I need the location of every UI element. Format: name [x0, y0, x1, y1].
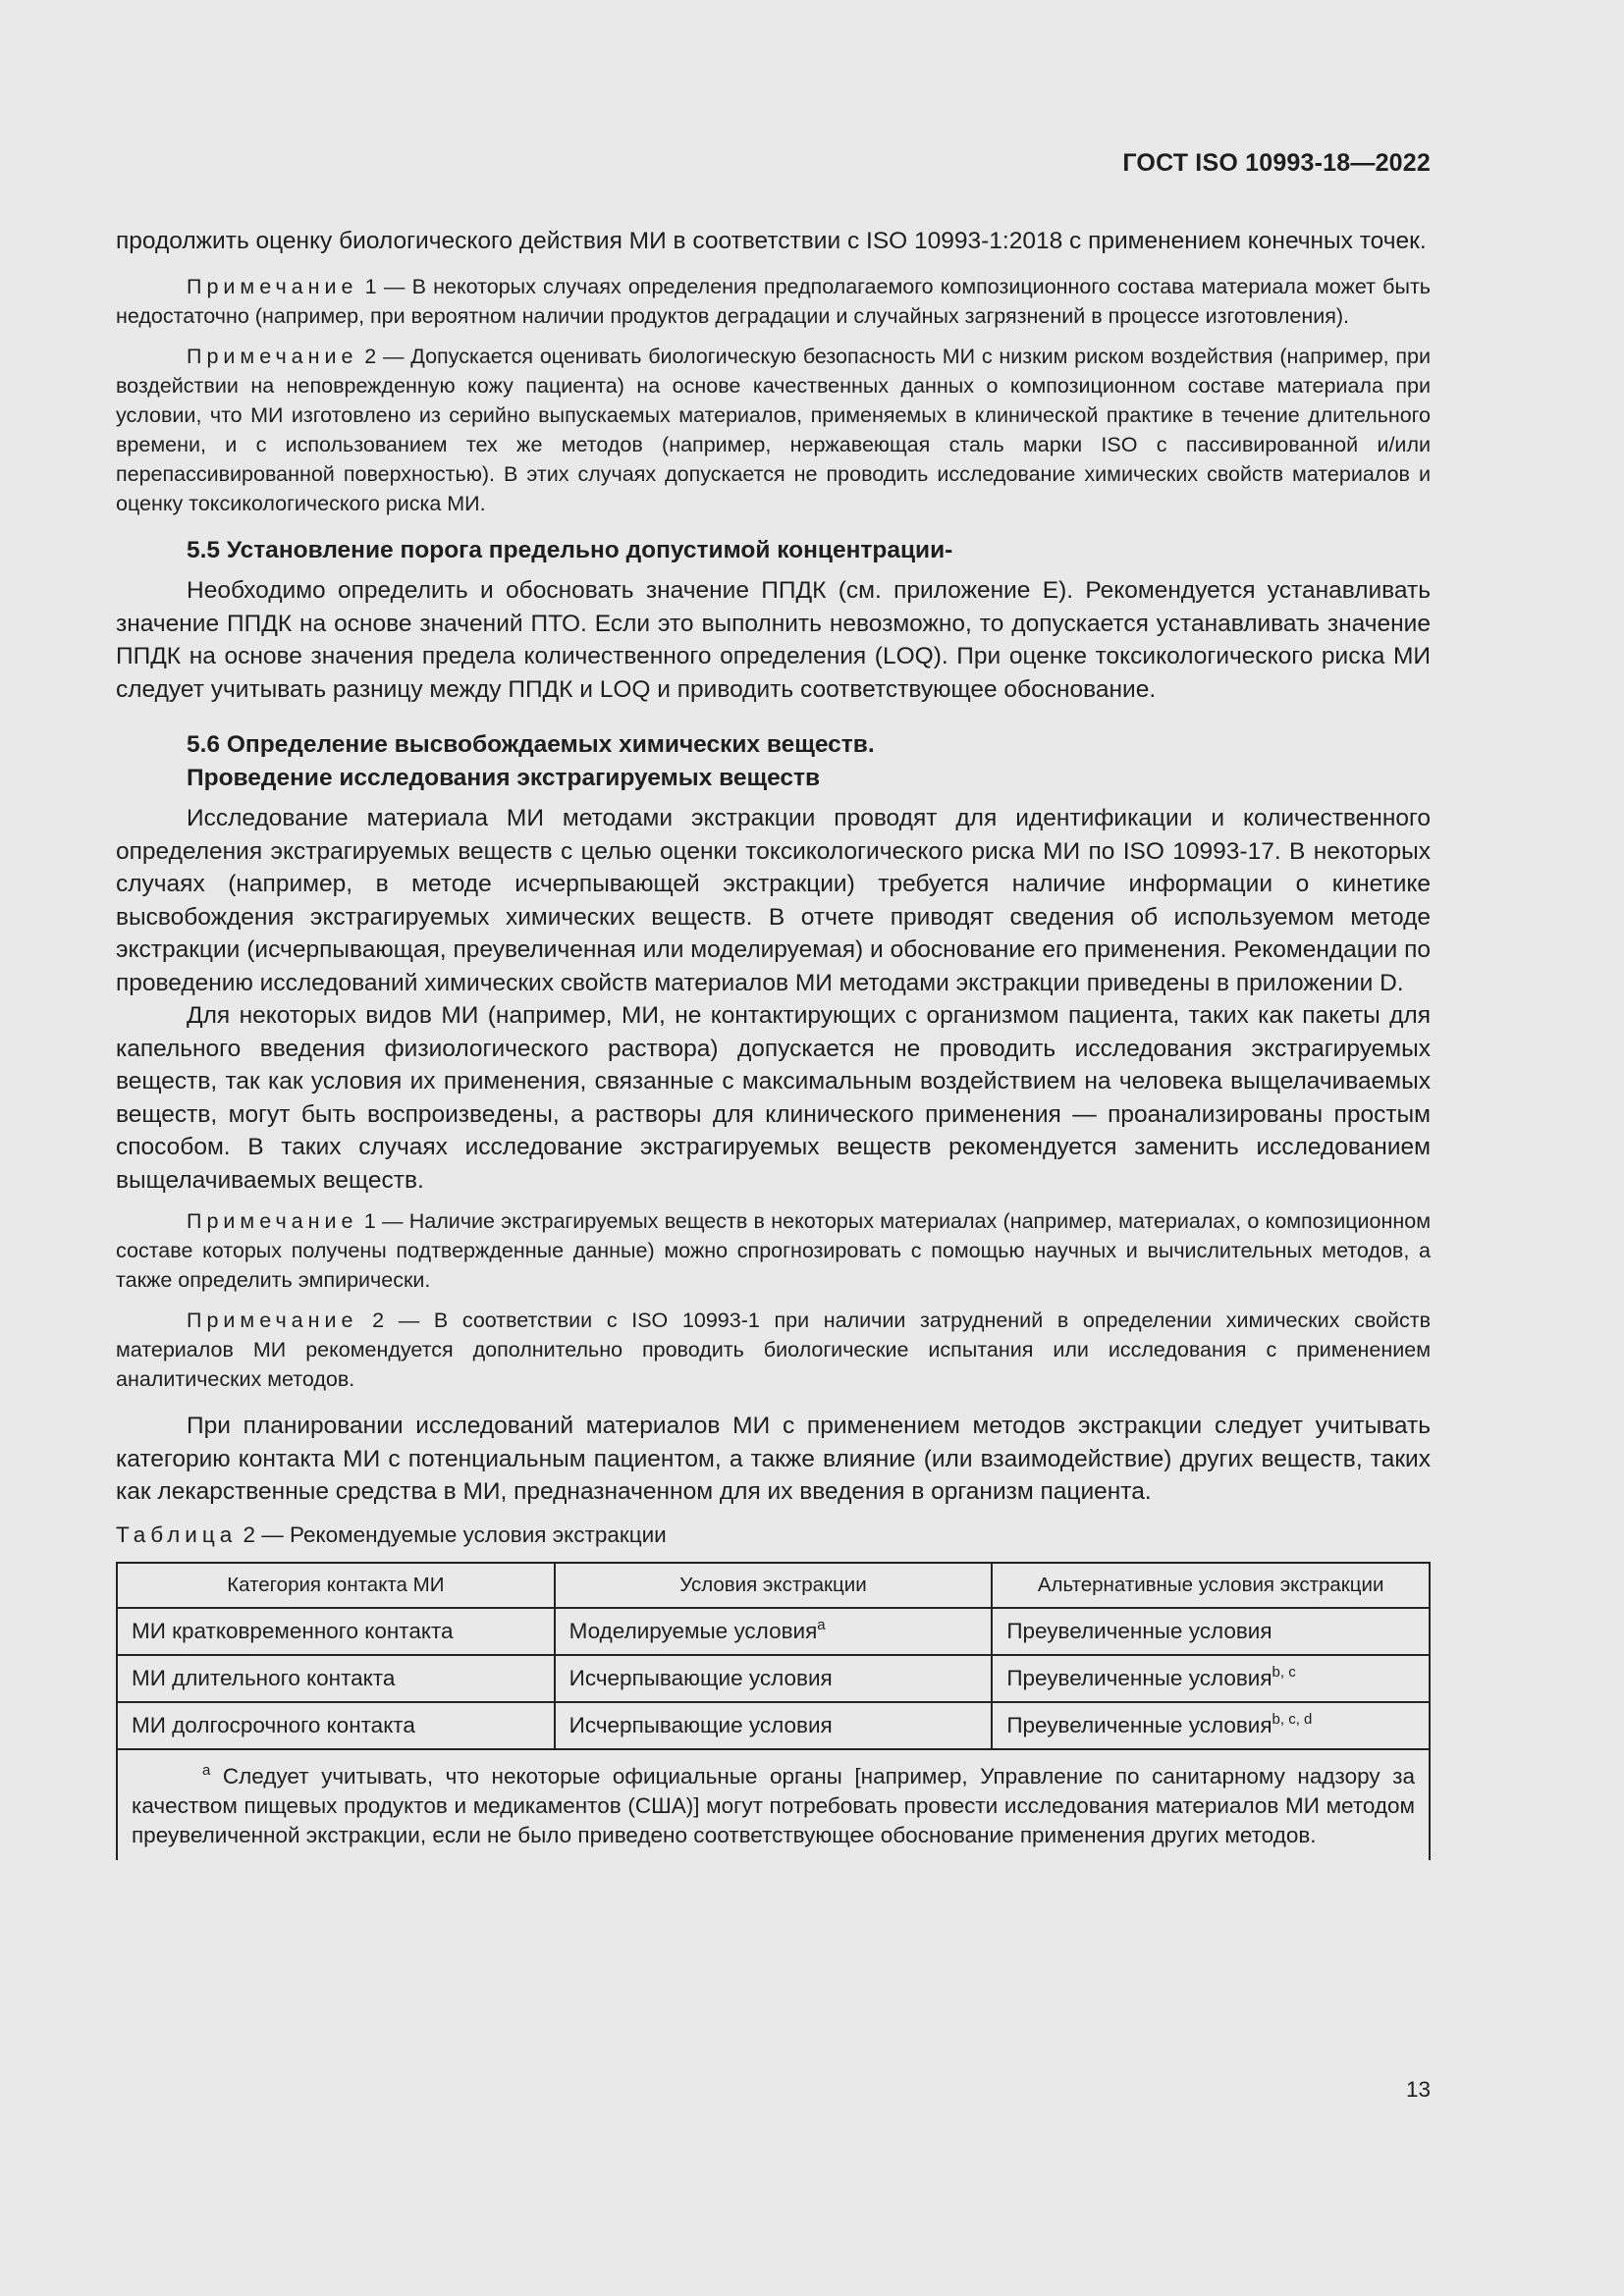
footnote-text-block: [132, 1762, 1415, 1850]
table-row: [117, 1702, 1430, 1749]
paragraph: Необходимо определить и обосновать значение ППДК (см. приложение Е). Рекомендуется устанавливать значение ППДК на основе значений ПТО. Если это выполнить невозможно, то допускается устанавливать значение ППДК на основе значения предела количественного определения (LOQ). При оценке токсикологического риска МИ следует учитывать разницу между ППДК и LOQ и приводить соответствующее обоснование.: [116, 577, 1431, 703]
table-row: [117, 1655, 1430, 1702]
table-row: [117, 1608, 1430, 1655]
table-header-cell: Категория контакта МИ: [117, 1563, 555, 1608]
table-cell: [555, 1702, 993, 1749]
cell-text: Преувеличенные условия: [1006, 1618, 1272, 1643]
cell-text: Преувеличенные условия: [1006, 1665, 1272, 1690]
table-footnote-row: [117, 1749, 1430, 1860]
note-text: 1 — В некоторых случаях определения предполагаемого композиционного состава материала может быть недостаточно (например, при вероятном наличии продуктов деградации и случайных загрязнений в процессе изготовления).: [116, 274, 1431, 328]
cell-text: Преувеличенные условия: [1006, 1712, 1272, 1737]
page-number: 13: [1405, 2077, 1431, 2102]
section-heading: 5.5 Установление порога предельно допустимой концентрации-: [187, 536, 953, 563]
extraction-conditions-table: [116, 1562, 1431, 1860]
note-label: Примечание: [187, 344, 358, 368]
table-cell: [992, 1655, 1430, 1702]
table-caption-text: 2 — Рекомендуемые условия экстракции: [237, 1522, 667, 1547]
section-heading: 5.6 Определение высвобождаемых химических веществ.: [187, 731, 875, 758]
table-header-cell: Альтернативные условия экстракции: [992, 1563, 1430, 1608]
footnote-ref: b, c: [1272, 1663, 1296, 1681]
note: [116, 342, 1431, 518]
cell-text: Исчерпывающие условия: [568, 1665, 833, 1690]
note-label: Примечание: [187, 274, 358, 298]
note: [116, 1206, 1431, 1295]
table-cell: [992, 1608, 1430, 1655]
note-label: Примечание: [187, 1308, 358, 1332]
table-caption-label: Таблица: [116, 1522, 238, 1547]
note-label: Примечание: [187, 1209, 358, 1233]
footnote-mark: a: [202, 1761, 211, 1779]
footnote-ref: a: [817, 1616, 826, 1633]
paragraph: Исследование материала МИ методами экстракции проводят для идентификации и количественного определения экстрагируемых веществ с целью оценки токсикологического риска МИ по ISO 10993-17. В некоторых случаях (например, в методе исчерпывающей экстракции) требуется наличие информации о кинетике высвобождения экстрагируемых химических веществ. В отчете приводят сведения об используемом методе экстракции (исчерпывающая, преувеличенная или моделируемая) и обоснование его применения. Рекомендации по проведению исследований химических свойств материалов МИ методами экстракции приведены в приложении D.: [116, 805, 1431, 996]
cell-text: Моделируемые условия: [568, 1618, 818, 1643]
note-text: 1 — Наличие экстрагируемых веществ в некоторых материалах (например, материалах, о композиционном составе которых получены подтвержденные данные) можно спрогнозировать с помощью научных и вычислительных методов, а также определить эмпирически.: [116, 1209, 1431, 1292]
paragraph: При планировании исследований материалов МИ с применением методов экстракции следует учитывать категорию контакта МИ с потенциальным пациентом, а также влияние (или взаимодействие) других веществ, таких как лекарственные средства в МИ, предназначенном для их введения в организм пациента.: [116, 1413, 1431, 1505]
section-subheading: Проведение исследования экстрагируемых веществ: [187, 764, 821, 791]
table-cell: МИ длительного контакта: [117, 1655, 555, 1702]
note: [116, 272, 1431, 331]
note-text: 2 — Допускается оценивать биологическую безопасность МИ с низким риском воздействия (например, при воздействии на неповрежденную кожу пациента) на основе качественных данных о композиционном составе материала при условии, что МИ изготовлено из серийно выпускаемых материалов, применяемых в клинической практике в течение длительного времени, и с использованием тех же методов (например, нержавеющая сталь марки ISO с пассивированной и/или перепассивированной поверхностью). В этих случаях допускается не проводить исследование химических свойств материалов и оценку токсикологического риска МИ.: [116, 344, 1431, 515]
cell-text: Исчерпывающие условия: [568, 1712, 833, 1737]
table-header-cell: Условия экстракции: [555, 1563, 993, 1608]
page-content: [116, 225, 1431, 1860]
table-cell: [992, 1702, 1430, 1749]
paragraph: Для некоторых видов МИ (например, МИ, не контактирующих с организмом пациента, таких как пакеты для капельного введения физиологического раствора) допускается не проводить исследования экстрагируемых веществ, так как условия их применения, связанные с максимальным воздействием на человека выщелачиваемых веществ, могут быть воспроизведены, а растворы для клинического применения — проанализированы простым способом. В таких случаях исследование экстрагируемых веществ рекомендуется заменить исследованием выщелачиваемых веществ.: [116, 1002, 1431, 1194]
table-footnote: [117, 1749, 1430, 1860]
note: [116, 1306, 1431, 1394]
table-cell: [555, 1655, 993, 1702]
paragraph: продолжить оценку биологического действия МИ в соответствии с ISO 10993-1:2018 с применением конечных точек.: [116, 228, 1427, 254]
table-cell: МИ кратковременного контакта: [117, 1608, 555, 1655]
table-cell: МИ долгосрочного контакта: [117, 1702, 555, 1749]
table-caption: [116, 1521, 1431, 1550]
table-header-row: [117, 1563, 1430, 1608]
footnote-text: Следует учитывать, что некоторые официальные органы [например, Управление по санитарному надзору за качеством пищевых продуктов и медикаментов (США)] могут потребовать провести исследования материалов МИ методом преувеличенной экстракции, если не было приведено соответствующее обоснование применения других методов.: [132, 1763, 1415, 1847]
footnote-ref: b, c, d: [1272, 1710, 1313, 1728]
document-header: ГОСТ ISO 10993-18—2022: [1122, 149, 1431, 177]
table-cell: [555, 1608, 993, 1655]
note-text: 2 — В соответствии с ISO 10993-1 при наличии затруднений в определении химических свойств материалов МИ рекомендуется дополнительно проводить биологические испытания или исследования с применением аналитических методов.: [116, 1308, 1431, 1391]
